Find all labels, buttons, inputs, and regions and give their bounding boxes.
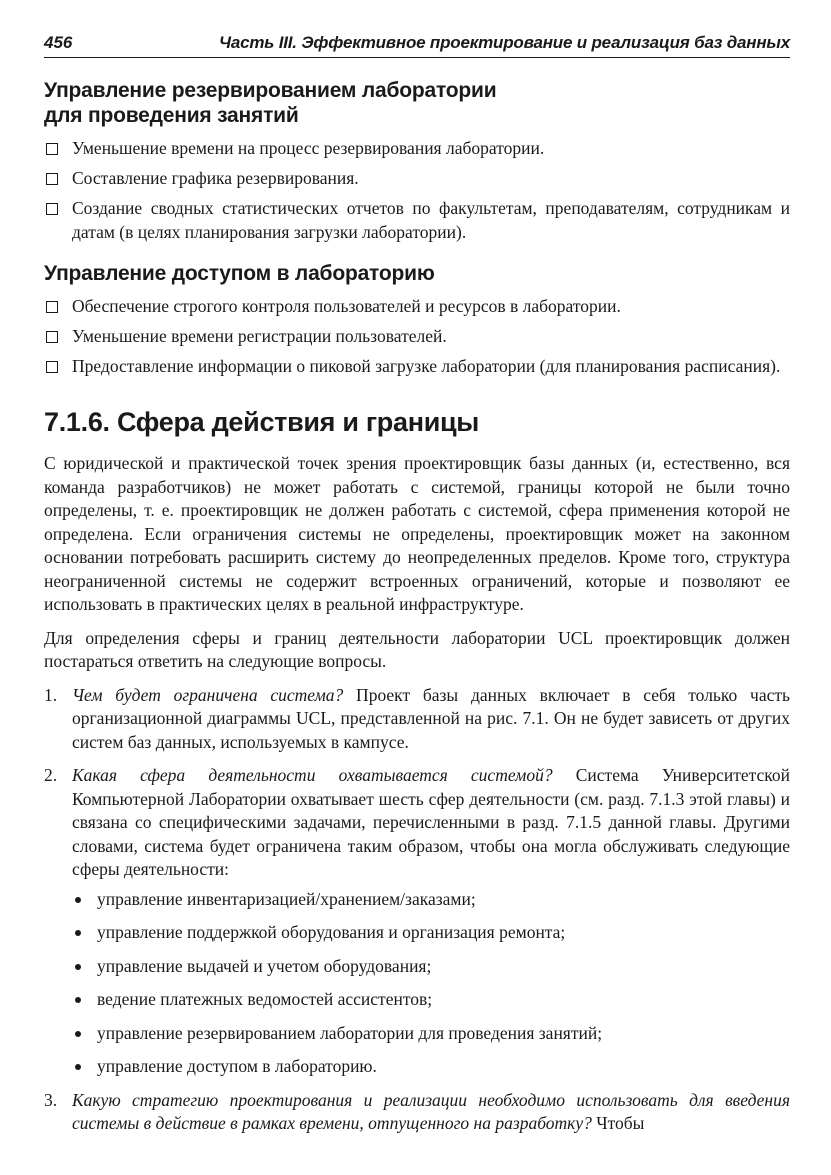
checkbox-square-icon	[46, 173, 58, 185]
lab-access-list	[44, 294, 790, 378]
question-number: 1.	[44, 684, 58, 705]
question-item	[44, 684, 790, 755]
question-text: Какую стратегию проектирования и реализации необходимо использовать для введения системы в действие в рамках времени, отпущенного на разработку?	[72, 1089, 790, 1133]
bullet-icon	[75, 930, 81, 936]
question-number: 2.	[44, 765, 58, 785]
list-item: Создание сводных статистических отчетов по факультетам, преподавателям, сотрудникам и датам (в целях планирования загрузки лаборатории).	[44, 196, 790, 244]
document-page	[44, 32, 790, 1146]
paragraph-scope-intro: С юридической и практической точек зрения проектировщик базы данных (и, естественно, вся команда разработчиков) не может работать с системой, границы которой не были точно определены, т. е. проектировщик не должен работать с системой, сфера применения которой не определена. Если ограничения системы не определены, проектировщик может на законном основании потребовать расширить систему до неопределенных пределов. Кроме того, структура неограниченной системы не содержит встроенных ограничений, которые и позволяют ее использовать в практических целях в реальной инфраструктуре.	[44, 453, 790, 614]
bullet-icon	[75, 897, 81, 903]
checkbox-square-icon	[46, 361, 58, 373]
question-text: Чем будет ограничена система?	[72, 684, 344, 705]
checkbox-square-icon	[46, 301, 58, 313]
list-item: управление поддержкой оборудования и организация ремонта;	[72, 921, 790, 945]
answer-text: Система Университетской Компьютерной Лаборатории охватывает шесть сфер деятельности (см. разд. 7.1.3 этой главы) и связана со специфическими задачами, перечисленными в разд. 7.1.5 данной главы. Другими словами, система будет ограничена таким образом, чтобы она могла обслуживать следующие сферы деятельности:	[72, 765, 790, 879]
list-item: Уменьшение времени на процесс резервирования лаборатории.	[44, 136, 790, 160]
question-item	[44, 764, 790, 1079]
heading-line-1: Управление резервированием лаборатории	[44, 79, 497, 102]
list-item: ведение платежных ведомостей ассистентов;	[72, 988, 790, 1012]
checkbox-square-icon	[46, 203, 58, 215]
question-number: 3.	[44, 1089, 58, 1110]
list-item: управление доступом в лабораторию.	[72, 1055, 790, 1079]
list-item: управление инвентаризацией/хранением/заказами;	[72, 888, 790, 912]
section-title-scope: 7.1.6. Сфера действия и границы	[44, 407, 480, 437]
checkbox-square-icon	[46, 331, 58, 343]
page-header	[44, 32, 790, 58]
list-item: Составление графика резервирования.	[44, 166, 790, 190]
bullet-icon	[75, 1031, 81, 1037]
running-title: Часть III. Эффективное проектирование и реализация баз данных	[219, 33, 790, 52]
question-text: Какая сфера деятельности охватывается системой?	[72, 765, 553, 785]
answer-text: Проект базы данных включает в себя только часть организационной диаграммы UCL, представленной на рис. 7.1. Он не будет зависеть от других систем баз данных, используемых в кампусе.	[72, 684, 790, 752]
list-item: Обеспечение строгого контроля пользователей и ресурсов в лаборатории.	[44, 294, 790, 318]
list-item: Уменьшение времени регистрации пользователей.	[44, 324, 790, 348]
heading-line-2: для проведения занятий	[44, 104, 299, 127]
scope-questions-list	[44, 684, 790, 1136]
checkbox-square-icon	[46, 143, 58, 155]
section-heading-lab-access: Управление доступом в лабораторию	[44, 262, 435, 285]
bullet-icon	[75, 964, 81, 970]
list-item: Предоставление информации о пиковой загрузке лаборатории (для планирования расписания).	[44, 354, 790, 378]
lab-reservation-list	[44, 136, 790, 244]
activity-areas-list	[72, 888, 790, 1079]
bullet-icon	[75, 1064, 81, 1070]
paragraph-scope-questions-intro: Для определения сферы и границ деятельности лаборатории UCL проектировщик должен постараться ответить на следующие вопросы.	[44, 627, 790, 671]
section-heading-lab-reservation	[44, 78, 790, 128]
bullet-icon	[75, 997, 81, 1003]
list-item: управление резервированием лаборатории для проведения занятий;	[72, 1022, 790, 1046]
answer-text: Чтобы	[591, 1113, 645, 1133]
question-item	[44, 1089, 790, 1136]
list-item: управление выдачей и учетом оборудования;	[72, 955, 790, 979]
page-number: 456	[44, 33, 73, 52]
